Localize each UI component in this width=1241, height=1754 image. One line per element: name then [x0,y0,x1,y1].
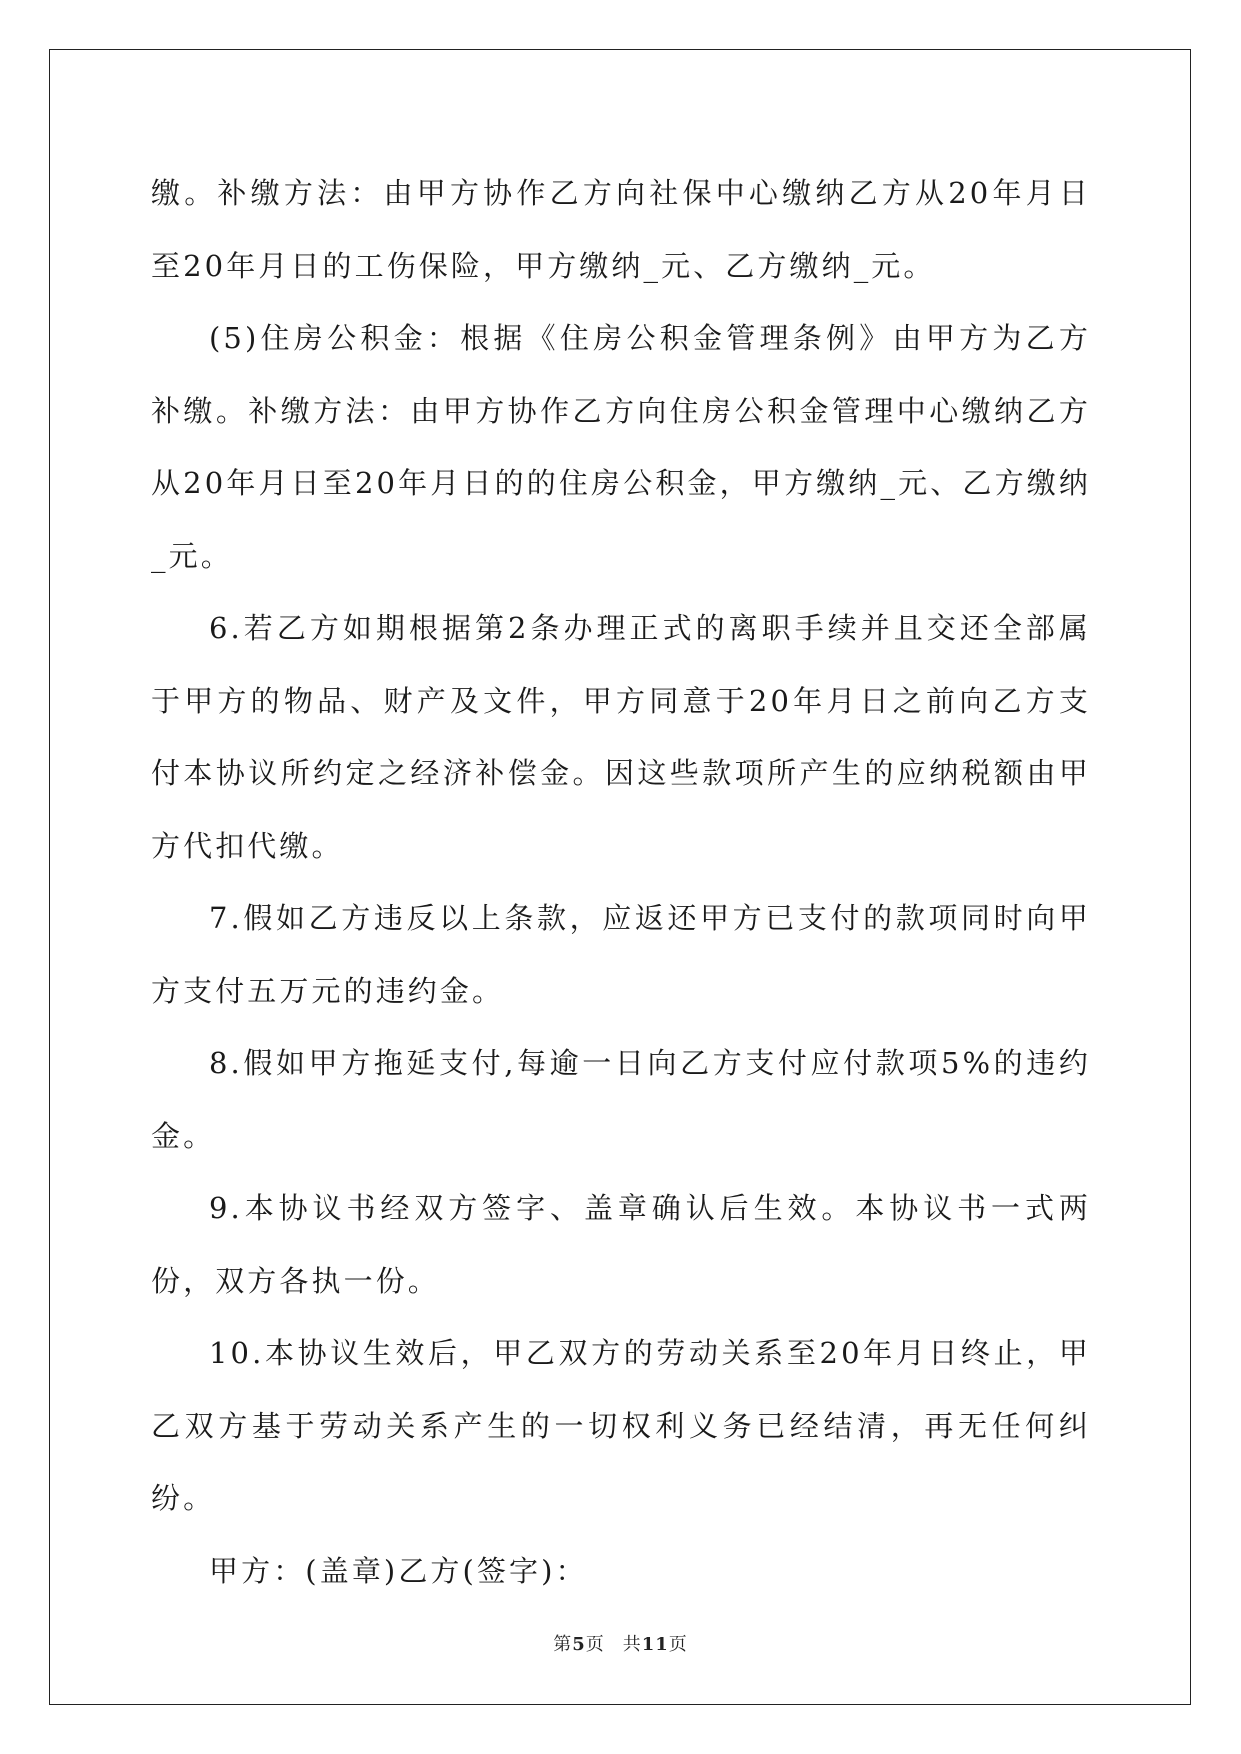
page-suffix: 页 [585,1634,605,1655]
signature-line: 甲方：(盖章)乙方(签字)： [209,1553,588,1588]
total-page-count: 11 [641,1634,669,1655]
paragraph-clause-10: 10.本协议生效后，甲乙双方的劳动关系至20年月日终止，甲乙双方基于劳动关系产生的一切权利义务已经结清，再无任何纠纷。 [151,1336,1091,1515]
paragraph-work-injury-insurance: 缴。补缴方法：由甲方协作乙方向社保中心缴纳乙方从20年月日至20年月日的工伤保险，甲方缴纳_元、乙方缴纳_元。 [151,176,1091,283]
paragraph-housing-fund: (5)住房公积金：根据《住房公积金管理条例》由甲方为乙方补缴。补缴方法：由甲方协作乙方向住房公积金管理中心缴纳乙方从20年月日至20年月日的的住房公积金，甲方缴纳_元、乙方缴纳_元。 [151,321,1091,573]
current-page-number: 5 [572,1634,586,1655]
paragraph-clause-9: 9.本协议书经双方签字、盖章确认后生效。本协议书一式两份，双方各执一份。 [151,1191,1091,1298]
page-number-footer [0,1630,1241,1656]
total-prefix: 共 [622,1634,642,1655]
page-prefix: 第 [553,1634,573,1655]
document-body [151,157,1091,1607]
total-suffix: 页 [668,1634,688,1655]
paragraph-clause-8: 8.假如甲方拖延支付,每逾一日向乙方支付应付款项5%的违约金。 [151,1046,1091,1153]
paragraph-clause-7: 7.假如乙方违反以上条款，应返还甲方已支付的款项同时向甲方支付五万元的违约金。 [151,901,1091,1008]
paragraph-clause-6: 6.若乙方如期根据第2条办理正式的离职手续并且交还全部属于甲方的物品、财产及文件，甲方同意于20年月日之前向乙方支付本协议所约定之经济补偿金。因这些款项所产生的应纳税额由甲方代扣代缴。 [151,611,1091,863]
